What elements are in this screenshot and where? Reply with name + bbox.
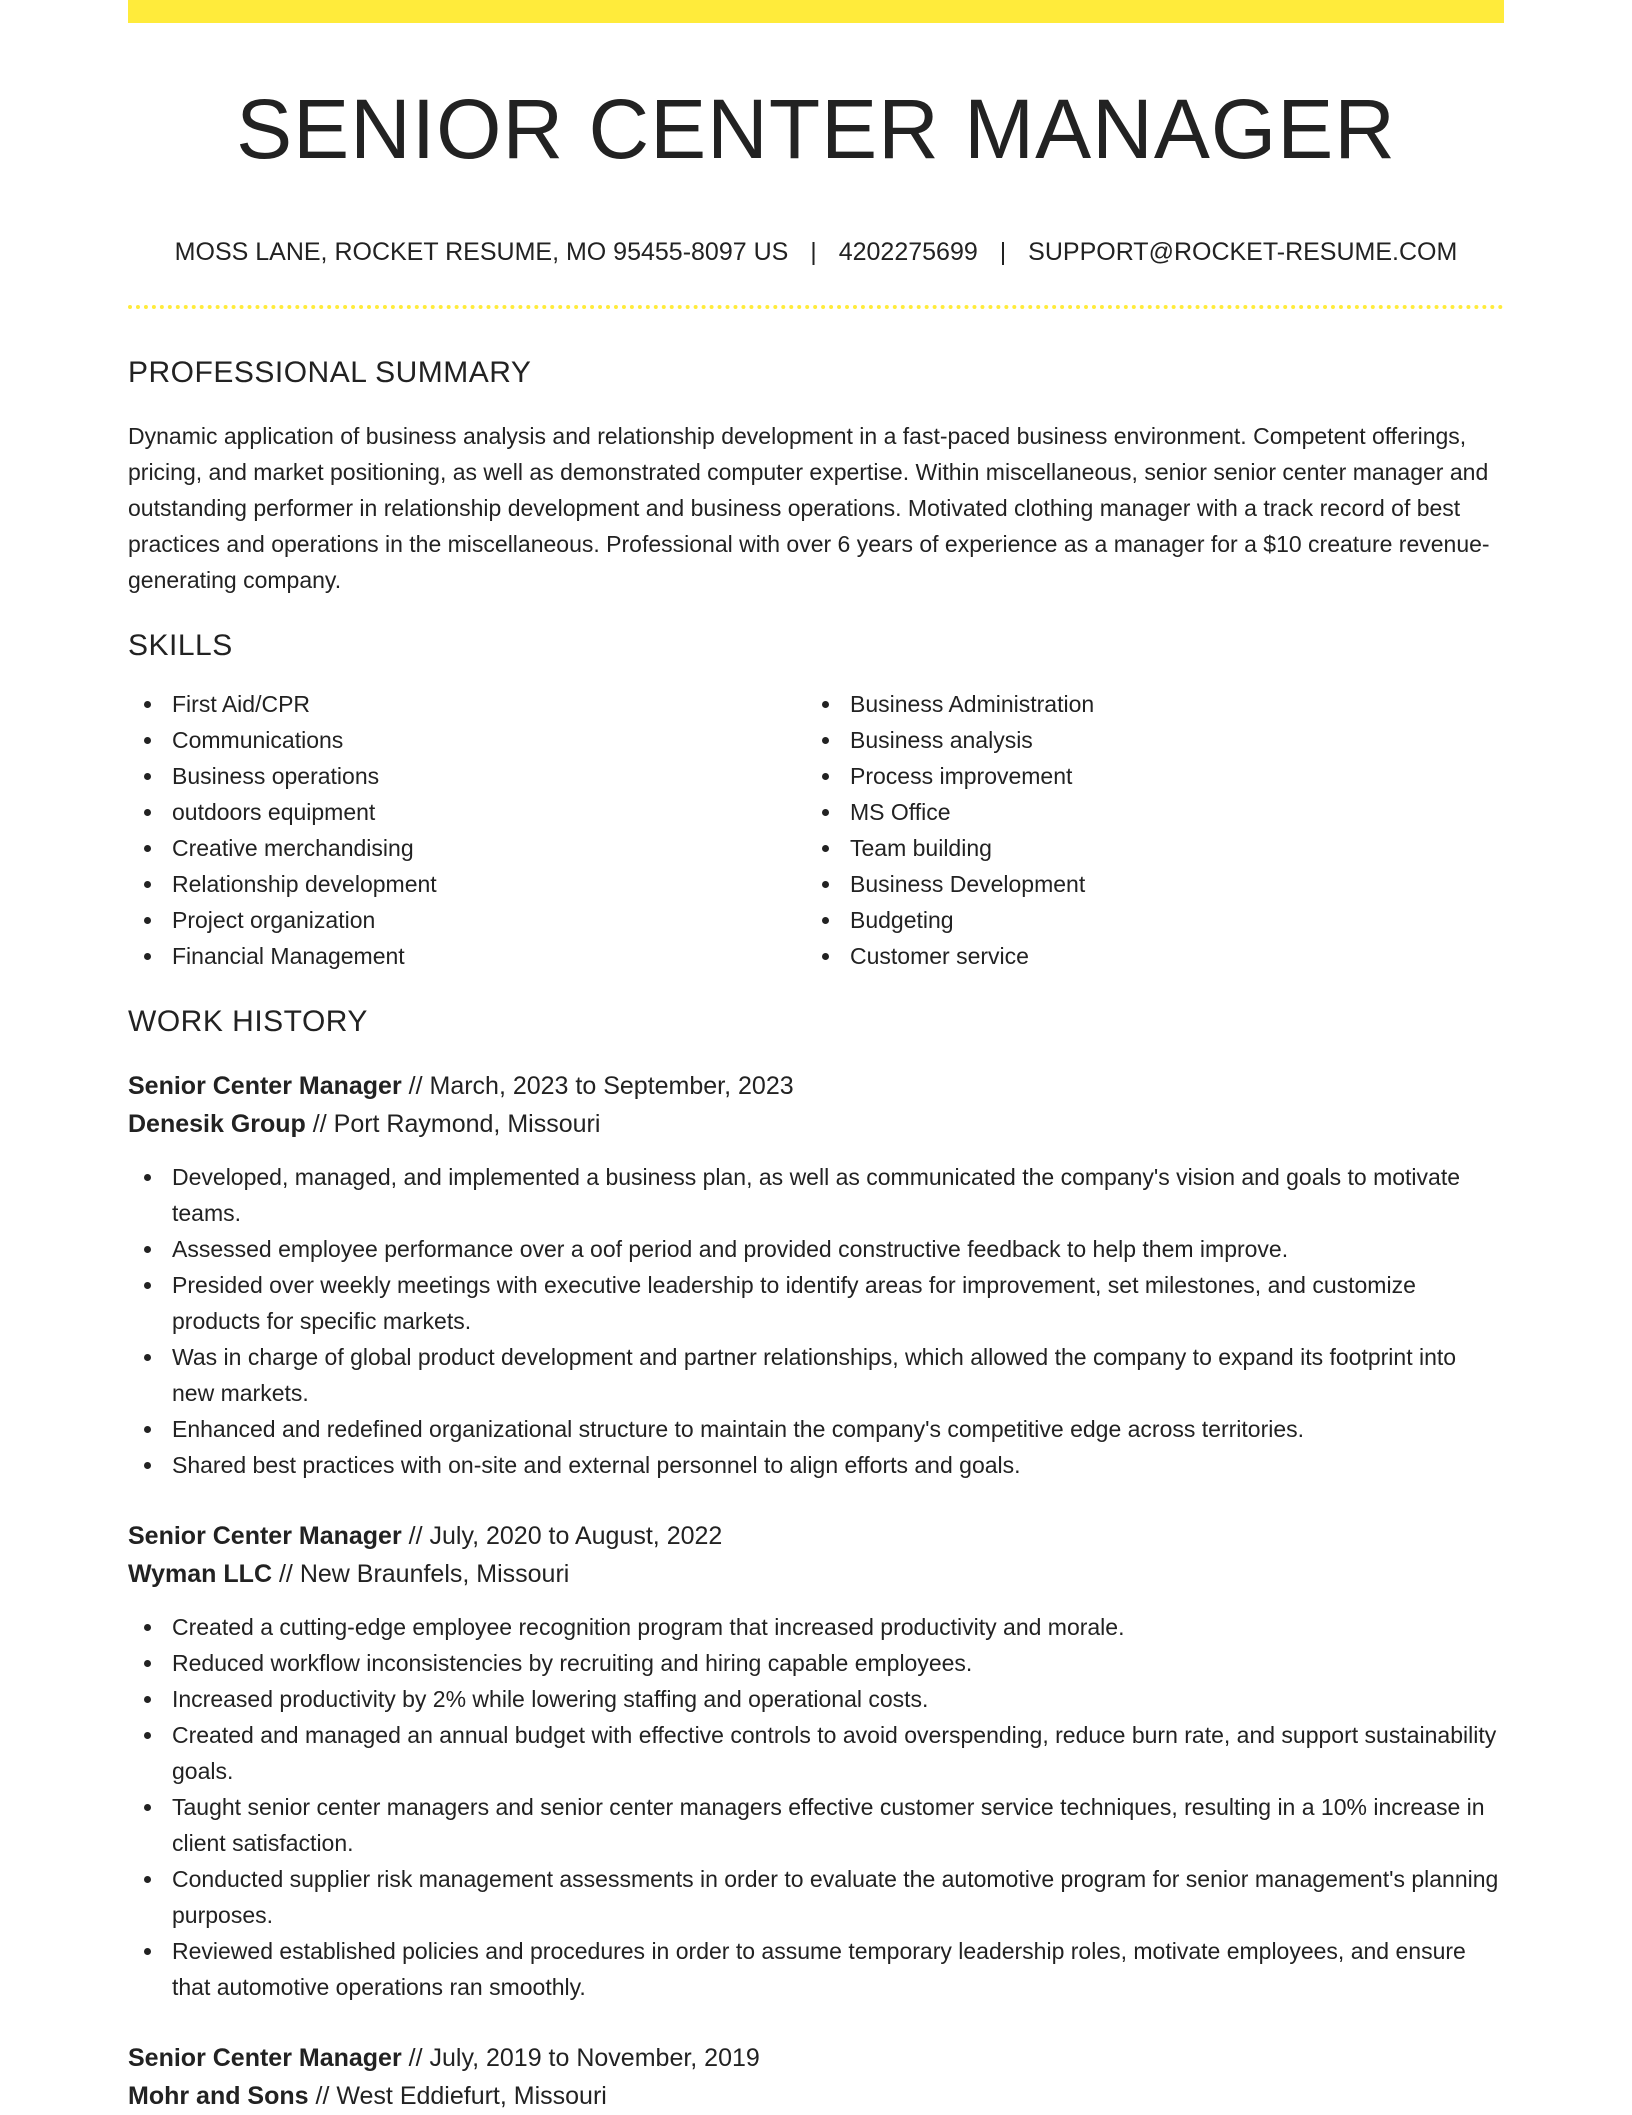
skill-item: Creative merchandising: [128, 830, 806, 866]
job-location: New Braunfels, Missouri: [299, 1560, 570, 1588]
skill-item: Budgeting: [806, 902, 1484, 938]
job-separator: //: [315, 2082, 330, 2110]
job-dates: July, 2019 to November, 2019: [429, 2044, 760, 2072]
job-bullets: [128, 1609, 1504, 2005]
job-company-line: [128, 2077, 1504, 2115]
job-bullets: [128, 1159, 1504, 1483]
job-dates: July, 2020 to August, 2022: [429, 1522, 723, 1550]
job-separator: //: [408, 2044, 423, 2072]
skill-item: First Aid/CPR: [128, 686, 806, 722]
job-entry: [128, 2039, 1504, 2115]
skill-item: Business Administration: [806, 686, 1484, 722]
contact-phone: 4202275699: [838, 238, 978, 266]
summary-text: Dynamic application of business analysis and relationship development in a fast-paced business environment. Competent offerings, pricing, and market positioning, as well as demonstrated computer expertise. Within miscellaneous, senior senior center manager and outstanding performer in relationship development and business operations. Motivated clothing manager with a track record of best practices and operations in the miscellaneous. Professional with over 6 years of experience as a manager for a $10 creature revenue-generating company.: [128, 423, 1490, 593]
job-title: Senior Center Manager: [128, 1522, 402, 1550]
skills-heading: SKILLS: [128, 629, 233, 662]
contact-email: SUPPORT@ROCKET-RESUME.COM: [1028, 238, 1458, 266]
contact-line: [128, 237, 1504, 267]
dotted-divider: [128, 305, 1504, 309]
job-location: West Eddiefurt, Missouri: [336, 2082, 607, 2110]
job-bullet: Increased productivity by 2% while lowering staffing and operational costs.: [128, 1681, 1504, 1717]
job-bullet: Developed, managed, and implemented a business plan, as well as communicated the company's vision and goals to motivate teams.: [128, 1159, 1504, 1231]
job-company: Denesik Group: [128, 1110, 306, 1138]
skill-item: Communications: [128, 722, 806, 758]
job-separator: //: [312, 1110, 327, 1138]
skill-item: Team building: [806, 830, 1484, 866]
skill-item: Project organization: [128, 902, 806, 938]
job-company: Mohr and Sons: [128, 2082, 309, 2110]
job-title-line: [128, 1517, 1504, 1555]
job-bullet: Reviewed established policies and procedures in order to assume temporary leadership roles, motivate employees, and ensure that automotive operations ran smoothly.: [128, 1933, 1504, 2005]
job-title-line: [128, 1067, 1504, 1105]
contact-separator: |: [810, 238, 817, 266]
skill-item: Relationship development: [128, 866, 806, 902]
accent-top-bar: [128, 0, 1504, 23]
work-history-heading: WORK HISTORY: [128, 1005, 368, 1038]
job-title: Senior Center Manager: [128, 2044, 402, 2072]
skills-columns: [128, 686, 1504, 974]
job-bullet: Assessed employee performance over a oof period and provided constructive feedback to help them improve.: [128, 1231, 1504, 1267]
job-separator: //: [408, 1522, 423, 1550]
job-bullet: Presided over weekly meetings with executive leadership to identify areas for improvement, set milestones, and customize products for specific markets.: [128, 1267, 1504, 1339]
job-separator: //: [408, 1072, 423, 1100]
contact-address: MOSS LANE, ROCKET RESUME, MO 95455-8097 US: [174, 238, 789, 266]
contact-separator: |: [999, 238, 1007, 266]
job-location: Port Raymond, Missouri: [333, 1110, 601, 1138]
job-bullet: Shared best practices with on-site and external personnel to align efforts and goals.: [128, 1447, 1504, 1483]
skill-item: MS Office: [806, 794, 1484, 830]
skill-item: Business Development: [806, 866, 1484, 902]
job-entry: [128, 1067, 1504, 1483]
skills-left-list: [128, 686, 806, 974]
job-company: Wyman LLC: [128, 1560, 272, 1588]
job-company-line: [128, 1105, 1504, 1143]
resume-page: [128, 0, 1504, 2115]
job-bullet: Taught senior center managers and senior center managers effective customer service techniques, resulting in a 10% increase in client satisfaction.: [128, 1789, 1504, 1861]
job-bullet: Enhanced and redefined organizational structure to maintain the company's competitive edge across territories.: [128, 1411, 1504, 1447]
job-title-line: [128, 2039, 1504, 2077]
job-bullet: Created a cutting-edge employee recognition program that increased productivity and morale.: [128, 1609, 1504, 1645]
job-separator: //: [278, 1560, 293, 1588]
skills-right-list: [806, 686, 1484, 974]
job-company-line: [128, 1555, 1504, 1593]
job-bullet: Created and managed an annual budget with effective controls to avoid overspending, reduce burn rate, and support sustainability goals.: [128, 1717, 1504, 1789]
job-entry: [128, 1517, 1504, 2005]
job-dates: March, 2023 to September, 2023: [429, 1072, 794, 1100]
summary-heading: PROFESSIONAL SUMMARY: [128, 356, 532, 389]
skill-item: Process improvement: [806, 758, 1484, 794]
job-bullet: Was in charge of global product development and partner relationships, which allowed the company to expand its footprint into new markets.: [128, 1339, 1504, 1411]
job-bullet: Conducted supplier risk management assessments in order to evaluate the automotive program for senior management's planning purposes.: [128, 1861, 1504, 1933]
skill-item: outdoors equipment: [128, 794, 806, 830]
job-title: Senior Center Manager: [128, 1072, 402, 1100]
skill-item: Business operations: [128, 758, 806, 794]
skill-item: Customer service: [806, 938, 1484, 974]
job-bullet: Reduced workflow inconsistencies by recruiting and hiring capable employees.: [128, 1645, 1504, 1681]
skill-item: Financial Management: [128, 938, 806, 974]
resume-title: SENIOR CENTER MANAGER: [236, 82, 1396, 176]
skill-item: Business analysis: [806, 722, 1484, 758]
